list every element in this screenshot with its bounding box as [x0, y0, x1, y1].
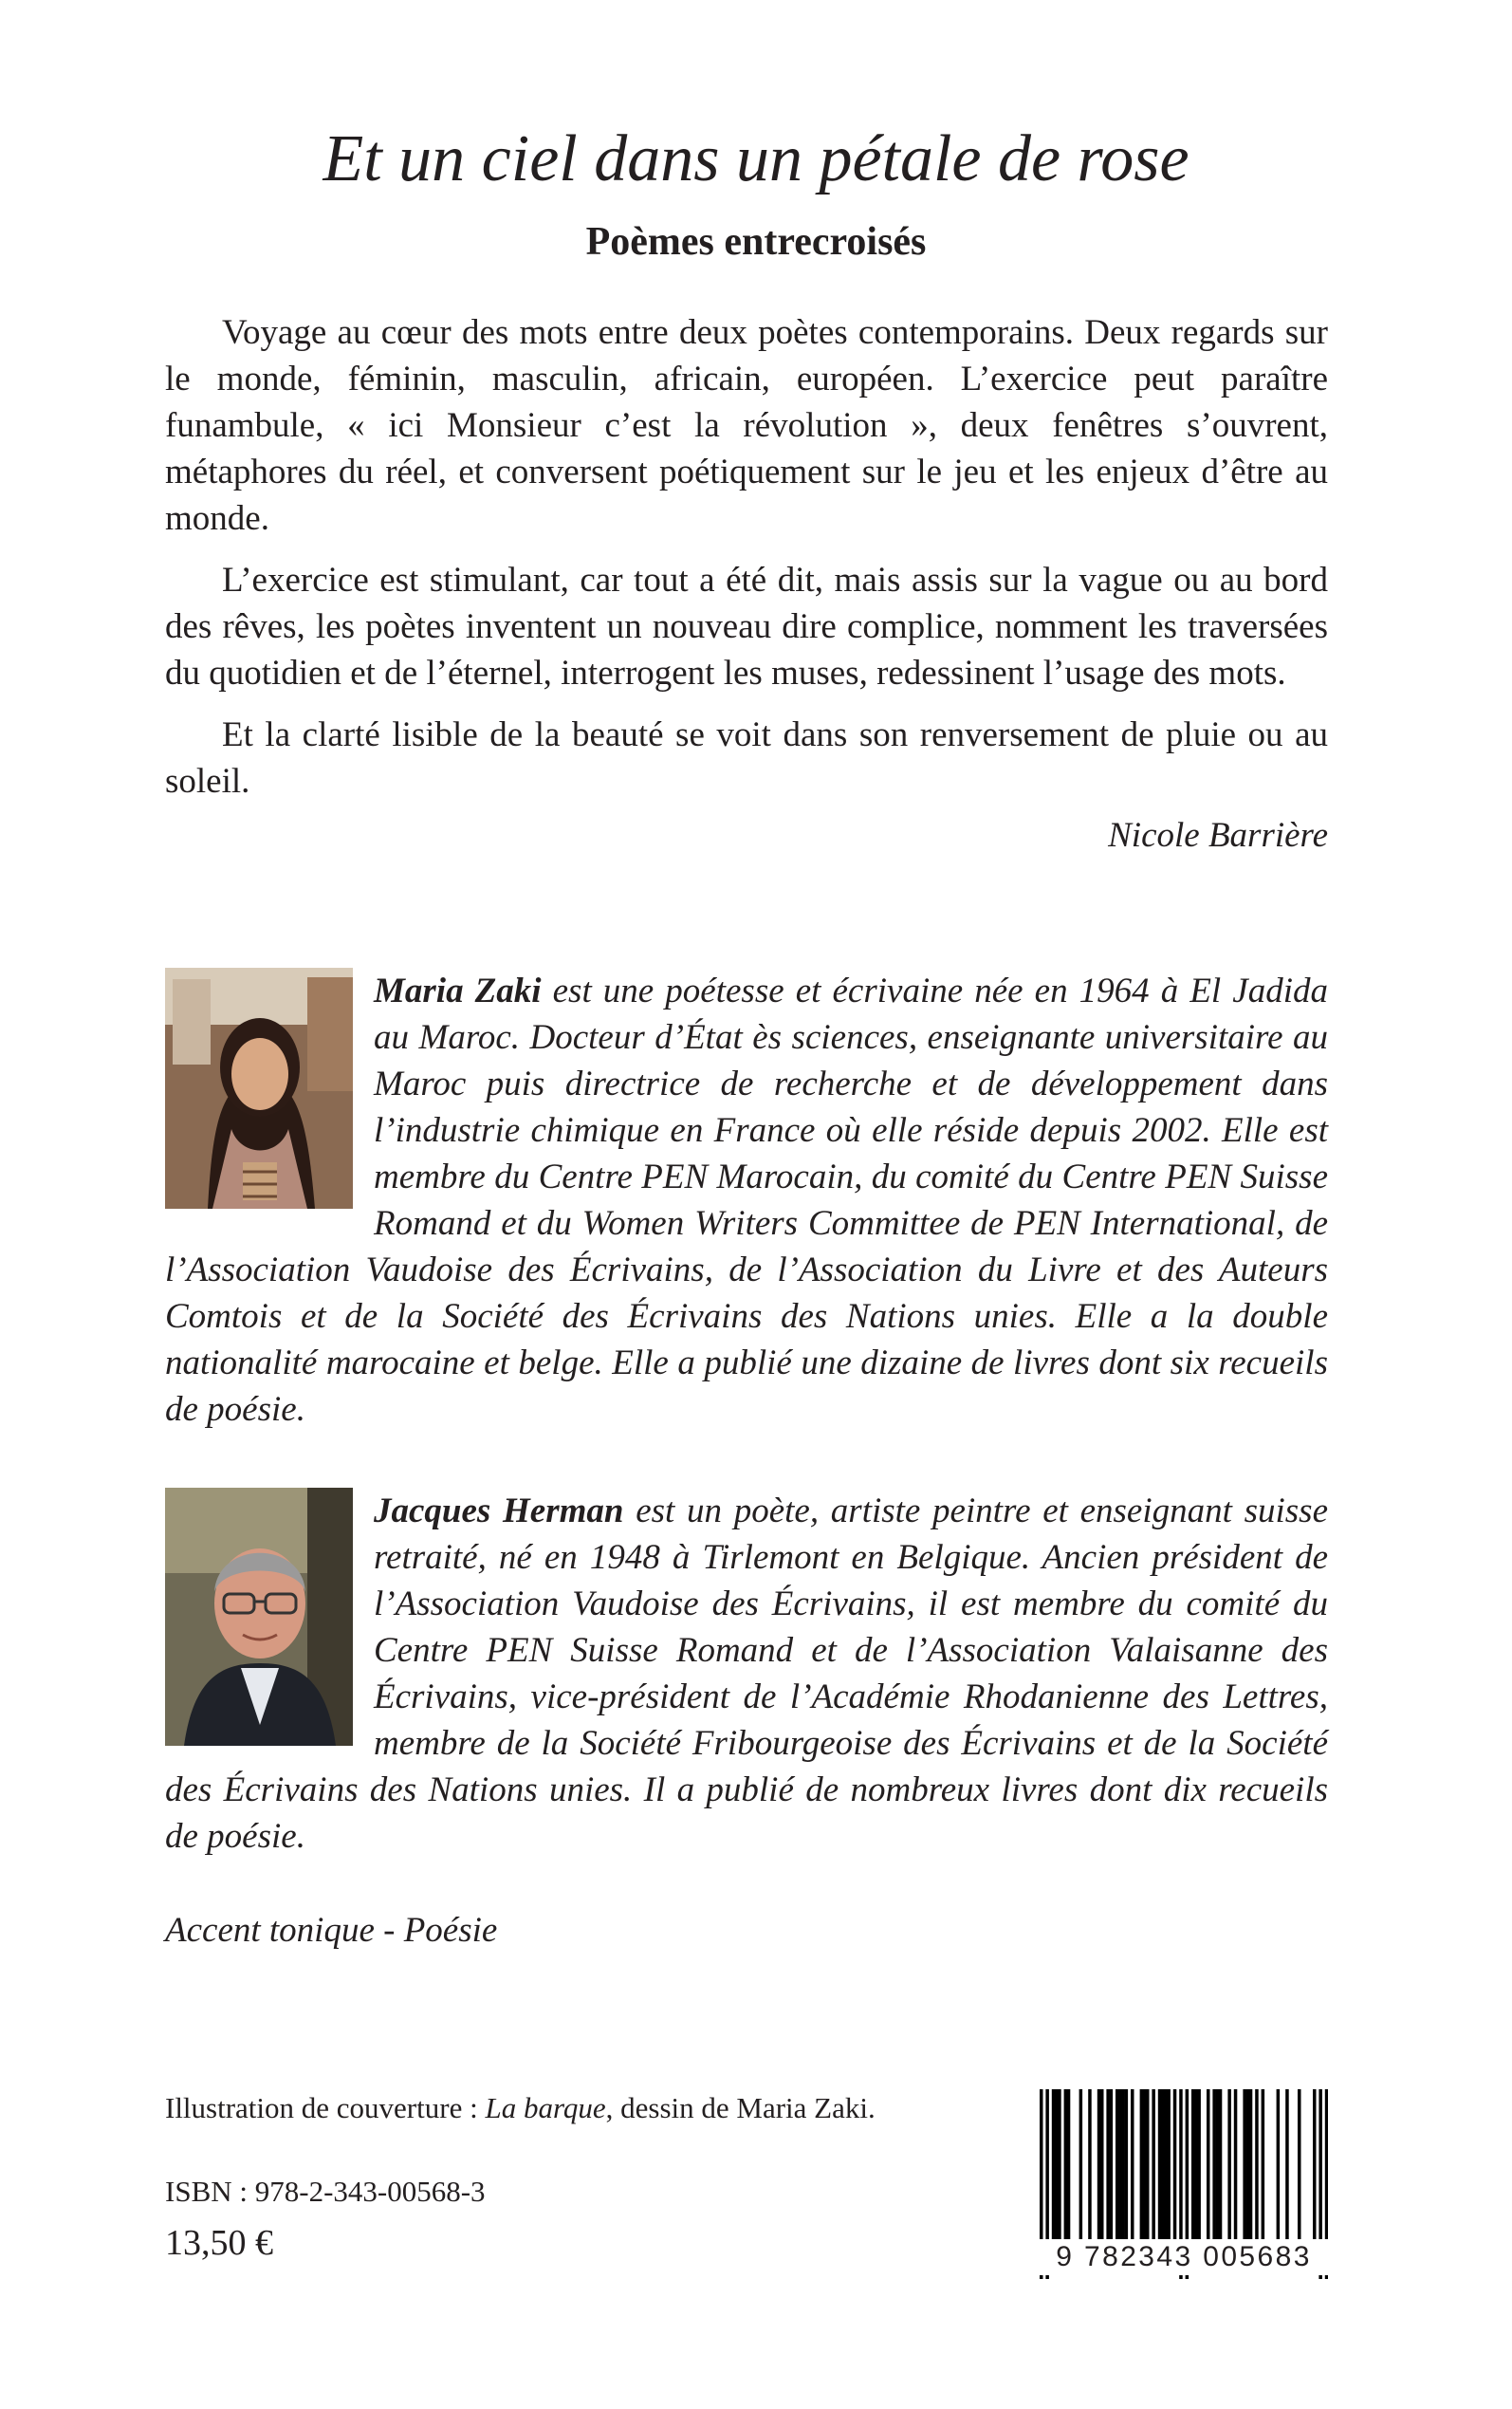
barcode-bar — [1262, 2089, 1265, 2241]
barcode-bar — [1164, 2089, 1168, 2241]
barcode-bar — [1197, 2089, 1201, 2241]
barcode-bar — [1191, 2089, 1195, 2241]
barcode-bar — [1227, 2089, 1231, 2241]
barcode-bar — [1110, 2089, 1114, 2241]
barcode-bar — [1161, 2089, 1165, 2241]
blurb-paragraph: Voyage au cœur des mots entre deux poètes contemporains. Deux regards sur le monde, féminin, masculin, africain, européen. L’exercice peut paraître funambule, « ici Monsieur c’est la révolution », deux fenêtres s’ouvrent, métaphores du réel, et conversent poétiquement sur le jeu et les enjeux d’être au monde. — [165, 313, 1328, 538]
author-bio-maria-zaki — [165, 968, 1328, 1433]
author-bio-text: est un poète, artiste peintre et enseignant suisse retraité, né en 1948 à Tirlemont en Belgique. Ancien président de l’Association Vaudoise des Écrivains, il est membre du comité du Centre PEN Suisse Romand et de l’Association Valaisanne des Écrivains, vice-président de l’Académie Rhodanienne des Lettres, membre de la Société Fribourgeoise des Écrivains et de la Société des Écrivains des Nations unies. Il a publié de nombreux livres dont dix recueils de poésie. — [165, 1492, 1329, 1856]
barcode-bar — [1249, 2089, 1253, 2241]
book-subtitle: Poèmes entrecroisés — [585, 220, 927, 264]
blurb-paragraph: Et la clarté lisible de la beauté se voit dans son renversement de pluie ou au soleil. — [165, 715, 1328, 801]
author-bio-text: est une poétesse et écrivaine née en 1964 à El Jadida au Maroc. Docteur d’État ès sciences, enseignante universitaire au Maroc puis directrice de recherche et de développement dans l’industrie chimique en France où elle réside depuis 2002. Elle est membre du Centre PEN Marocain, du comité du Centre PEN Suisse Romand et du Women Writers Committee de PEN International, de l’Association Vaudoise des Écrivains, de l’Association du Livre et des Auteurs Comtois et de la Société des Écrivains des Nations unies. Elle a la double nationalité marocaine et belge. Elle a publié une dizaine de livres dont six recueils de poésie. — [165, 972, 1328, 1429]
collection-name: Accent tonique - Poésie — [165, 1911, 498, 1950]
barcode-bar — [1298, 2089, 1301, 2241]
barcode-bar — [1194, 2089, 1198, 2241]
blurb-paragraph: L’exercice est stimulant, car tout a été dit, mais assis sur la vague ou au bord des rêves, les poètes inventent un nouveau dire complice, nomment les traversées du quotidien et de l’éternel, interrogent les muses, redessinent l’usage des mots. — [165, 561, 1328, 693]
barcode-bar — [1064, 2089, 1068, 2241]
barcode-bar — [1052, 2089, 1056, 2241]
barcode-bar — [1234, 2089, 1238, 2241]
barcode-bar — [1140, 2089, 1144, 2241]
author-photo-jacques-herman — [165, 1488, 353, 1746]
author-bio-jacques-herman — [165, 1488, 1328, 1860]
barcode-bar — [1173, 2089, 1177, 2241]
isbn: ISBN : 978-2-343-00568-3 — [165, 2175, 486, 2208]
barcode-bar — [1255, 2089, 1259, 2241]
barcode-bar — [1243, 2089, 1246, 2241]
barcode-bar — [1246, 2089, 1250, 2241]
barcode-bar — [1212, 2089, 1216, 2241]
barcode-bar — [1219, 2089, 1223, 2241]
barcode-bar — [1097, 2089, 1101, 2241]
barcode-bar — [1131, 2089, 1134, 2241]
price: 13,50 € — [165, 2223, 273, 2263]
barcode-bar — [1116, 2089, 1119, 2241]
credit-prefix: Illustration de couverture : — [165, 2091, 486, 2124]
barcode-bar — [1313, 2089, 1317, 2241]
barcode-bar — [1055, 2089, 1059, 2241]
barcode-bar — [1088, 2089, 1092, 2241]
barcode-bar — [1143, 2089, 1147, 2241]
barcode-bar — [1167, 2089, 1171, 2241]
barcode-bar — [1216, 2089, 1220, 2241]
blurb — [165, 309, 1328, 859]
barcode-bar — [1277, 2089, 1281, 2241]
barcode-bar — [1079, 2089, 1083, 2241]
barcode-bar — [1100, 2089, 1104, 2241]
barcode-bar — [1058, 2089, 1061, 2241]
author-name: Maria Zaki — [374, 972, 542, 1010]
barcode-bar — [1106, 2089, 1110, 2241]
barcode-bar — [1152, 2089, 1155, 2241]
credit-suffix: , dessin de Maria Zaki. — [605, 2091, 876, 2124]
barcode-bar — [1158, 2089, 1162, 2241]
barcode-bar — [1146, 2089, 1150, 2241]
barcode-bar — [1067, 2089, 1071, 2241]
barcode-bar — [1118, 2089, 1122, 2241]
book-title: Et un ciel dans un pétale de rose — [323, 122, 1189, 195]
barcode-bar — [1285, 2089, 1289, 2241]
barcode-bar — [1121, 2089, 1125, 2241]
cover-illustration-credit — [165, 2089, 876, 2127]
author-name: Jacques Herman — [374, 1492, 624, 1530]
barcode-digits: 9 782343 005683 — [1040, 2239, 1328, 2275]
barcode-bar — [1207, 2089, 1210, 2241]
blurb-signature: Nicole Barrière — [1108, 816, 1328, 855]
credit-work-title: La barque — [485, 2091, 606, 2124]
barcode-bar — [1125, 2089, 1129, 2241]
author-photo-maria-zaki — [165, 968, 353, 1209]
